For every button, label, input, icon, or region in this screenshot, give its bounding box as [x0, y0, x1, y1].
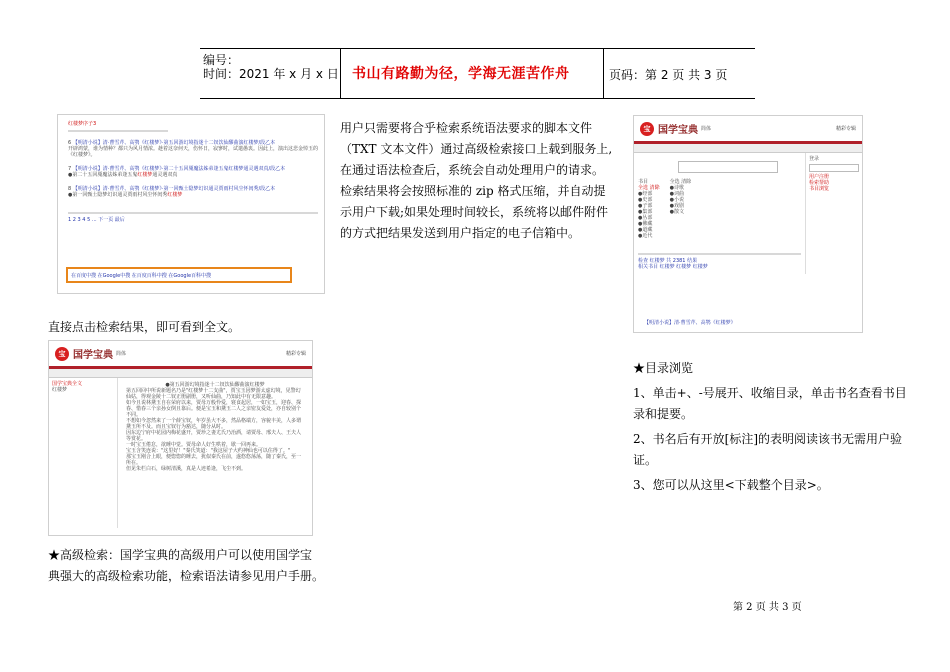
highlight-box — [66, 267, 292, 283]
brand-subtitle: 简体 — [701, 125, 712, 132]
text-line: 检索结果将会按照标准的 zip 格式压缩，并自动提 — [340, 184, 606, 198]
toc-item: 2、书名后有开放[标注]的表明阅读该书无需用户验 — [633, 432, 902, 446]
header-divider — [603, 48, 604, 98]
header-bottom-rule — [200, 98, 755, 99]
text-line: 在通过语法检查后，系统会自动处理用户的请求。 — [340, 163, 605, 177]
search-engine-links[interactable]: 在百度中搜 在Google中搜 在百度百科中搜 在Google百科中搜 — [71, 273, 212, 279]
direct-click-text: 直接点击检索结果，即可看到全文。 — [48, 320, 241, 334]
text-line: 典强大的高级检索功能，检索语法请参见用户手册。 — [48, 569, 325, 583]
text-line: 用户只需要将合乎检索系统语法要求的脚本文件 — [340, 121, 593, 135]
toc-item: 录和提要。 — [633, 407, 694, 421]
brand-subtitle: 简体 — [116, 350, 127, 357]
header-motto: 书山有路勤为径，学海无涯苦作舟 — [352, 66, 570, 82]
header-divider — [340, 48, 341, 98]
brand-title: 国学宝典 — [73, 350, 113, 361]
header-time-label: 时间：2021 年 x 月 x 日 — [203, 67, 339, 81]
logo-icon: 宝 — [55, 347, 69, 361]
header-top-rule — [200, 48, 755, 49]
text-line: ★高级检索：国学宝典的高级用户可以使用国学宝 — [48, 548, 313, 562]
toc-title: ★目录浏览 — [633, 361, 694, 375]
header-page-label: 页码：第 2 页 共 3 页 — [609, 68, 728, 82]
search-results-screenshot: 红楼梦序子3 6 【明清小说】清·曹雪芹、高鹗《红楼梦》·第五回游幻境指迷十二钗饮仙醪曲演红楼梦/段乙本 开辟鸿蒙，谁为情种？都只为风月情浓。趁着这奈何天，伤怀日，寂寥时，试遣愚衷。因此上，演出这悲金悼玉的《红楼梦》。 7 【明清小说】清·曹雪芹、高鹗《红楼梦》·第二十五回魇魔法姊弟逢五鬼红楼梦通灵遇双真/段乙本 ●第二十五回魇魔法姊弟逢五鬼红楼梦通灵遇双真 8 【明清小说】清·曹雪芹、高鹗《红楼梦》·第一回甄士隐梦幻识通灵贾雨村风尘怀闺秀/段乙本 ●第一回甄士隐梦幻识通灵贾雨村风尘怀闺秀红楼梦 1 2 3 4 5 ... 下一页 最后 在百度中搜 在Google中搜 在百度百科中搜 在Google百科中搜 — [57, 114, 325, 294]
toc-item[interactable]: 3、您可以从这里<下载整个目录>。 — [633, 478, 829, 492]
text-line: （TXT 文本文件）通过高级检索接口上载到服务上, — [340, 142, 613, 156]
service-link[interactable]: 精彩专辑 — [285, 350, 306, 357]
results-pager[interactable]: 1 2 3 4 5 ... 下一页 最后 — [68, 217, 125, 223]
advanced-search-paragraph — [48, 545, 324, 587]
advanced-search-screenshot: 宝 国学宝典 简体 精彩专辑 书目 全选 清除 ●经部 ●史部 ●子部 ●集部 ●丛部 ●佛藏 ●道藏 ●近代 全选 清除 ●诗歌 ●词曲 ●小说 ●戏剧 ●散文 检查 红楼梦 共 2381 结果 相关书目 红楼梦 红楼梦 红楼梦 登录 用户注册 检索帮助 书目浏览 【明清小说】清·曹雪芹、高鹗《红楼梦》 — [633, 115, 863, 333]
brand-title: 国学宝典 — [658, 125, 698, 136]
logo-icon: 宝 — [640, 122, 654, 136]
zip-paragraph — [340, 118, 615, 244]
toc-item: 1、单击+、-号展开、收缩目录，单击书名查看书目 — [633, 386, 907, 400]
footer-page-number: 第 2 页 共 3 页 — [733, 602, 802, 613]
service-link[interactable]: 精彩专辑 — [835, 125, 856, 132]
toc-item: 证。 — [633, 453, 658, 467]
toc-section — [633, 358, 923, 496]
fulltext-screenshot: 宝 国学宝典 简体 精彩专辑 国学宝典全文 红楼梦 ●第五回游幻境指迷十二钗饮仙醪曲演红楼梦 第五回回中所说新题名乃是"红楼梦十二支曲"，贾宝玉因梦游太虚幻境，见警幻仙姑，得观金陵十二钗正册副册，又听仙曲，乃知此中有无限意趣。 如今且说林黛玉自在荣府以来，贾母万般怜爱，寝食起居，一如宝玉，迎春、探春、惜春三个亲孙女倒且靠后。便是宝玉和黛玉二人之亲密友爱处，亦自较别个不同。 不想如今忽然来了一个薛宝钗，年岁虽大不多，然品格端方，容貌丰美，人多谓黛玉所不及。而且宝钗行为豁达，随分从时。 因东边宁府中花园内梅花盛开，贾珍之妻尤氏乃治酒，请贾母、邢夫人、王夫人等赏花。 一时宝玉倦怠，欲睡中觉。贾母命人好生哄着，歇一回再来。 宝玉含笑连说："这里好！"秦氏笑道："我这屋子大约神仙也可以住得了。" 那宝玉刚合上眼，便惚惚的睡去，犹似秦氏在前，遂悠悠荡荡，随了秦氏，至一所在。 但见朱栏白石，绿树清溪，真是人迹希逢，飞尘不到。 — [48, 340, 313, 536]
text-line: 的方式把结果发送到用户指定的电子信箱中。 — [340, 226, 581, 240]
text-line: 示用户下载;如果处理时间较长，系统将以邮件附件 — [340, 205, 609, 219]
header-number-label: 编号： — [203, 53, 240, 67]
